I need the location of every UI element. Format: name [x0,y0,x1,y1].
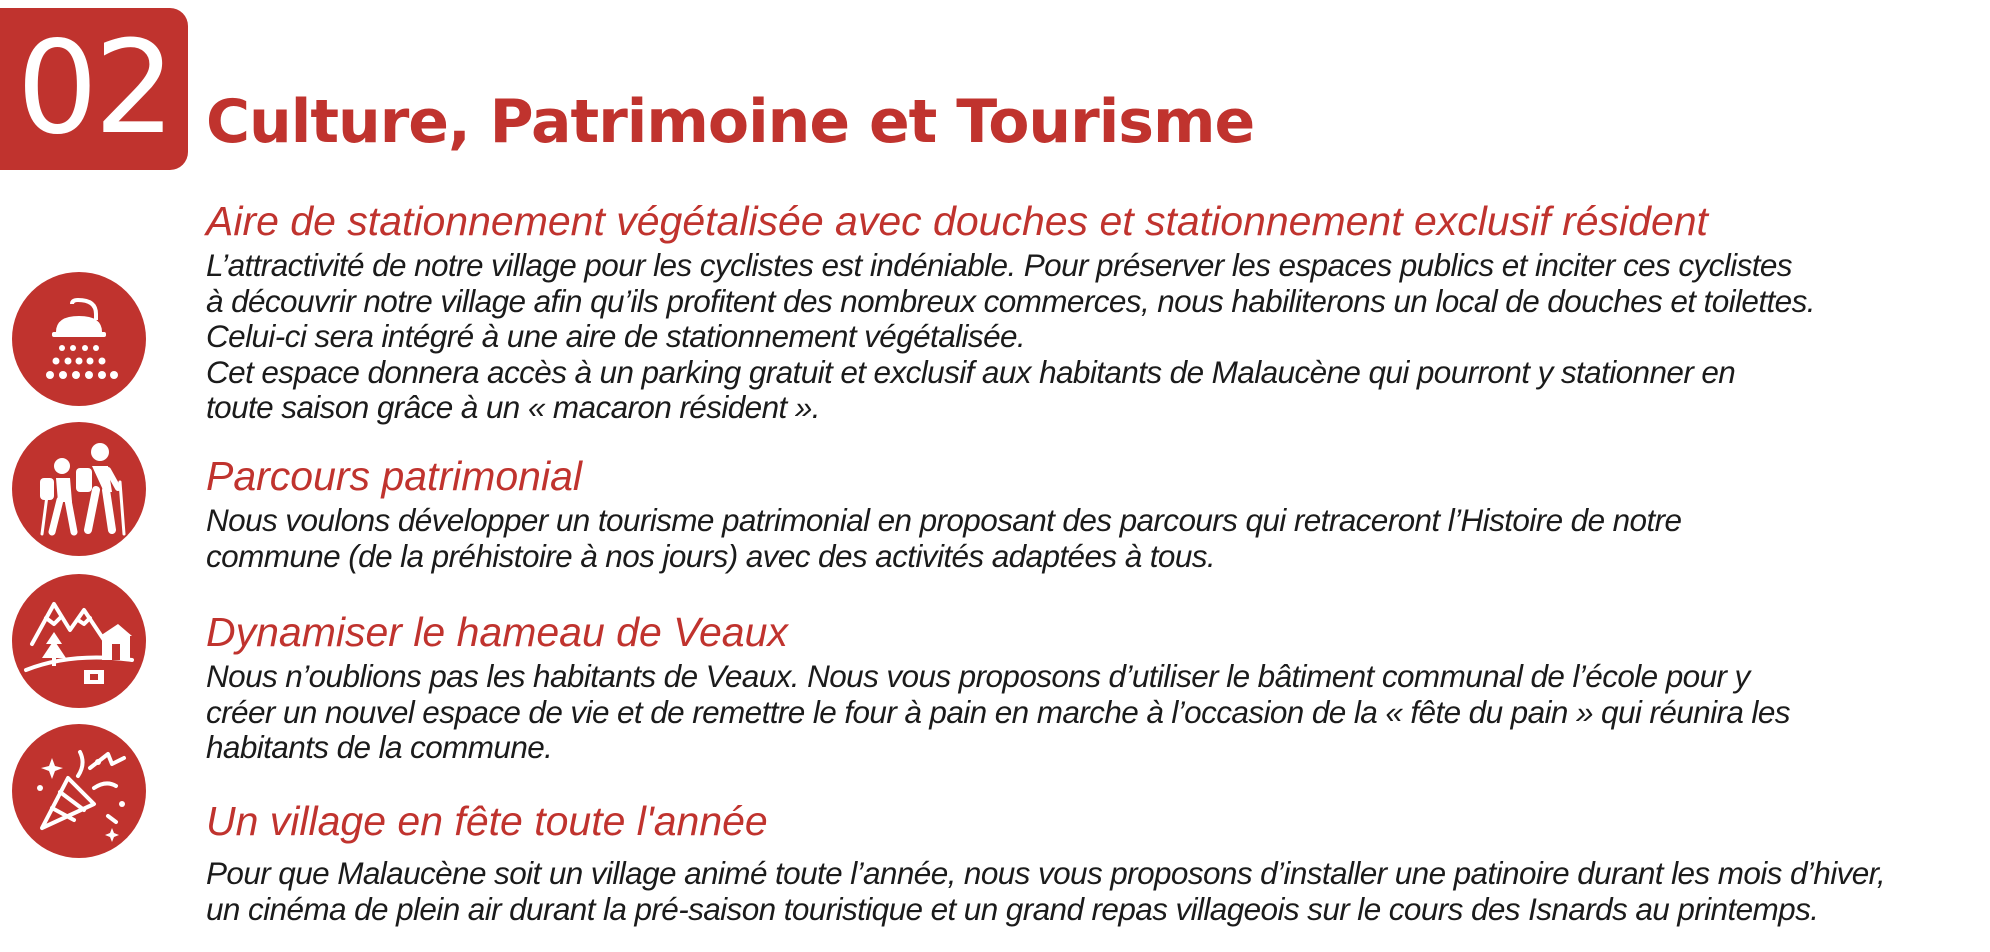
section-hameau-veaux [206,607,1970,766]
mountain-village-icon [12,574,146,708]
section-body [206,659,1970,766]
section-parking-douches [206,196,1970,426]
body-line: Nous voulons développer un tourisme patrimonial en proposant des parcours qui retraceront l’Histoire de notre [206,502,1682,538]
section-title: Un village en fête toute l'année [206,798,768,844]
section-title: Parcours patrimonial [206,453,582,499]
body-line: Nous n’oublions pas les habitants de Veaux. Nous vous proposons d’utiliser le bâtiment communal de l’école pour y [206,658,1750,694]
section-village-en-fete [206,796,1970,927]
body-line: un cinéma de plein air durant la pré-saison touristique et un grand repas villageois sur le cours des Isnards au printemps. [206,890,1819,927]
section-body [206,856,1970,927]
body-line: habitants de la commune. [206,729,553,765]
page-title: Culture, Patrimoine et Tourisme [206,87,1255,157]
party-popper-icon [12,724,146,858]
section-parcours-patrimonial [206,451,1970,574]
body-line: à découvrir notre village afin qu’ils profitent des nombreux commerces, nous habiliterons un local de douches et toilettes. [206,282,1815,319]
body-line: Celui-ci sera intégré à une aire de stationnement végétalisée. [206,318,1026,354]
hikers-icon [12,422,146,556]
section-body [206,248,1970,426]
body-line: L’attractivité de notre village pour les cyclistes est indéniable. Pour préserver les espaces publics et inciter ces cyclistes [206,247,1792,283]
body-line: Cet espace donnera accès à un parking gratuit et exclusif aux habitants de Malaucène qui pourront y stationner en [206,353,1736,390]
section-title: Dynamiser le hameau de Veaux [206,609,788,655]
body-line: toute saison grâce à un « macaron résident ». [206,389,820,425]
section-body [206,503,1970,574]
body-line: créer un nouvel espace de vie et de remettre le four à pain en marche à l’occasion de la « fête du pain » qui réunira les [206,693,1790,730]
section-number-badge: 02 [0,8,188,170]
shower-icon [12,272,146,406]
section-title: Aire de stationnement végétalisée avec douches et stationnement exclusif résident [206,198,1708,244]
body-line: Pour que Malaucène soit un village animé toute l’année, nous vous proposons d’installer une patinoire durant les mois d’hiver, [206,855,1885,891]
body-line: commune (de la préhistoire à nos jours) avec des activités adaptées à tous. [206,537,1216,574]
